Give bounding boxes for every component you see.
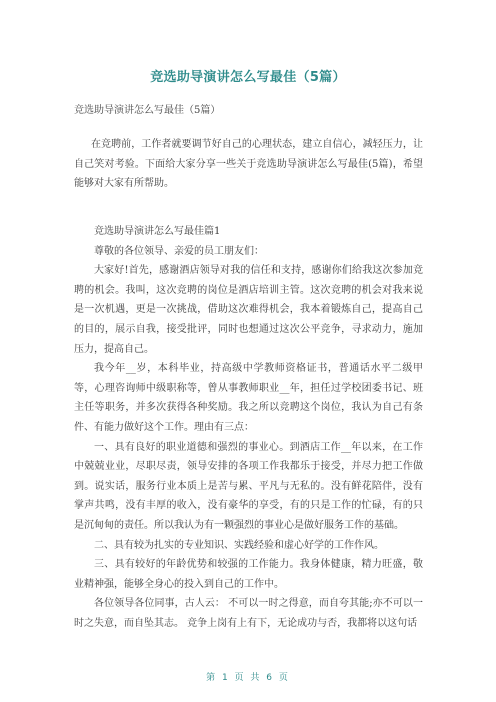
body-paragraph: 三、具有较好的年龄优势和较强的工作能力。我身体健康，精力旺盛，敬业精神强，能够全身心的投入到自己的工作中。	[74, 559, 423, 590]
page-footer: 第 1 页 共 6 页	[206, 673, 290, 683]
body-paragraph: 我今年__岁，本科毕业，持高级中学教师资格证书，普通话水平二级甲等，心理咨询师中级职称等，曾从事教师职业__年，担任过学校团委书记、班主任等职务，并多次获得各种奖励。我之所以竞聘这个岗位，我认为自己有条件、有能力做好这个工作。理由有三点：	[74, 363, 423, 433]
greeting: 尊敬的各位领导、亲爱的员工朋友们：	[94, 245, 264, 257]
intro-block	[74, 135, 423, 194]
document-title: 竞选助导演讲怎么写最佳（5篇）	[150, 70, 346, 85]
body-paragraph: 一、具有良好的职业道德和强烈的事业心。到酒店工作__年以来，在工作中兢兢业业，尽职尽责，领导安排的各项工作我都乐于接受，并尽力把工作做到。说实话，服务行业本质上是苦与累、平凡与无私的。没有鲜花陪伴，没有掌声共鸣，没有丰厚的收入，没有豪华的享受，有的只是工作的忙碌，有的只是沉甸甸的责任。所以我认为有一颗强烈的事业心是做好服务工作的基础。	[74, 441, 423, 531]
document-subtitle: 竞选助导演讲怎么写最佳（5篇）	[74, 105, 221, 116]
section-heading: 竞选助导演讲怎么写最佳篇1	[94, 226, 221, 237]
main-body	[74, 222, 423, 633]
body-paragraph: 各位领导各位同事，古人云： 不可以一时之得意，而自夸其能;亦不可以一时之失意，而自坠其志。 竞争上岗有上有下，无论成功与否，我都将以这句话	[74, 598, 423, 629]
body-paragraph: 二、具有较为扎实的专业知识、实践经验和虚心好学的工作作风。	[94, 539, 384, 551]
body-paragraph: 大家好!首先，感谢酒店领导对我的信任和支持，感谢你们给我这次参加竞聘的机会。我叫，这次竞聘的岗位是酒店培训主管。这次竞聘的机会对我来说是一次机遇，更是一次挑战，借助这次难得机会，我本着锻炼自己，提高自己的目的，展示自我，接受批评，同时也想通过这次公平竞争，寻求动力，施加压力，提高自己。	[74, 265, 423, 355]
intro-paragraph: 在竞聘前，工作者就要调节好自己的心理状态，建立自信心，减轻压力，让自己笑对考验。下面给大家分享一些关于竞选助导演讲怎么写最佳(5篇)，希望能够对大家有所帮助。	[74, 139, 423, 190]
